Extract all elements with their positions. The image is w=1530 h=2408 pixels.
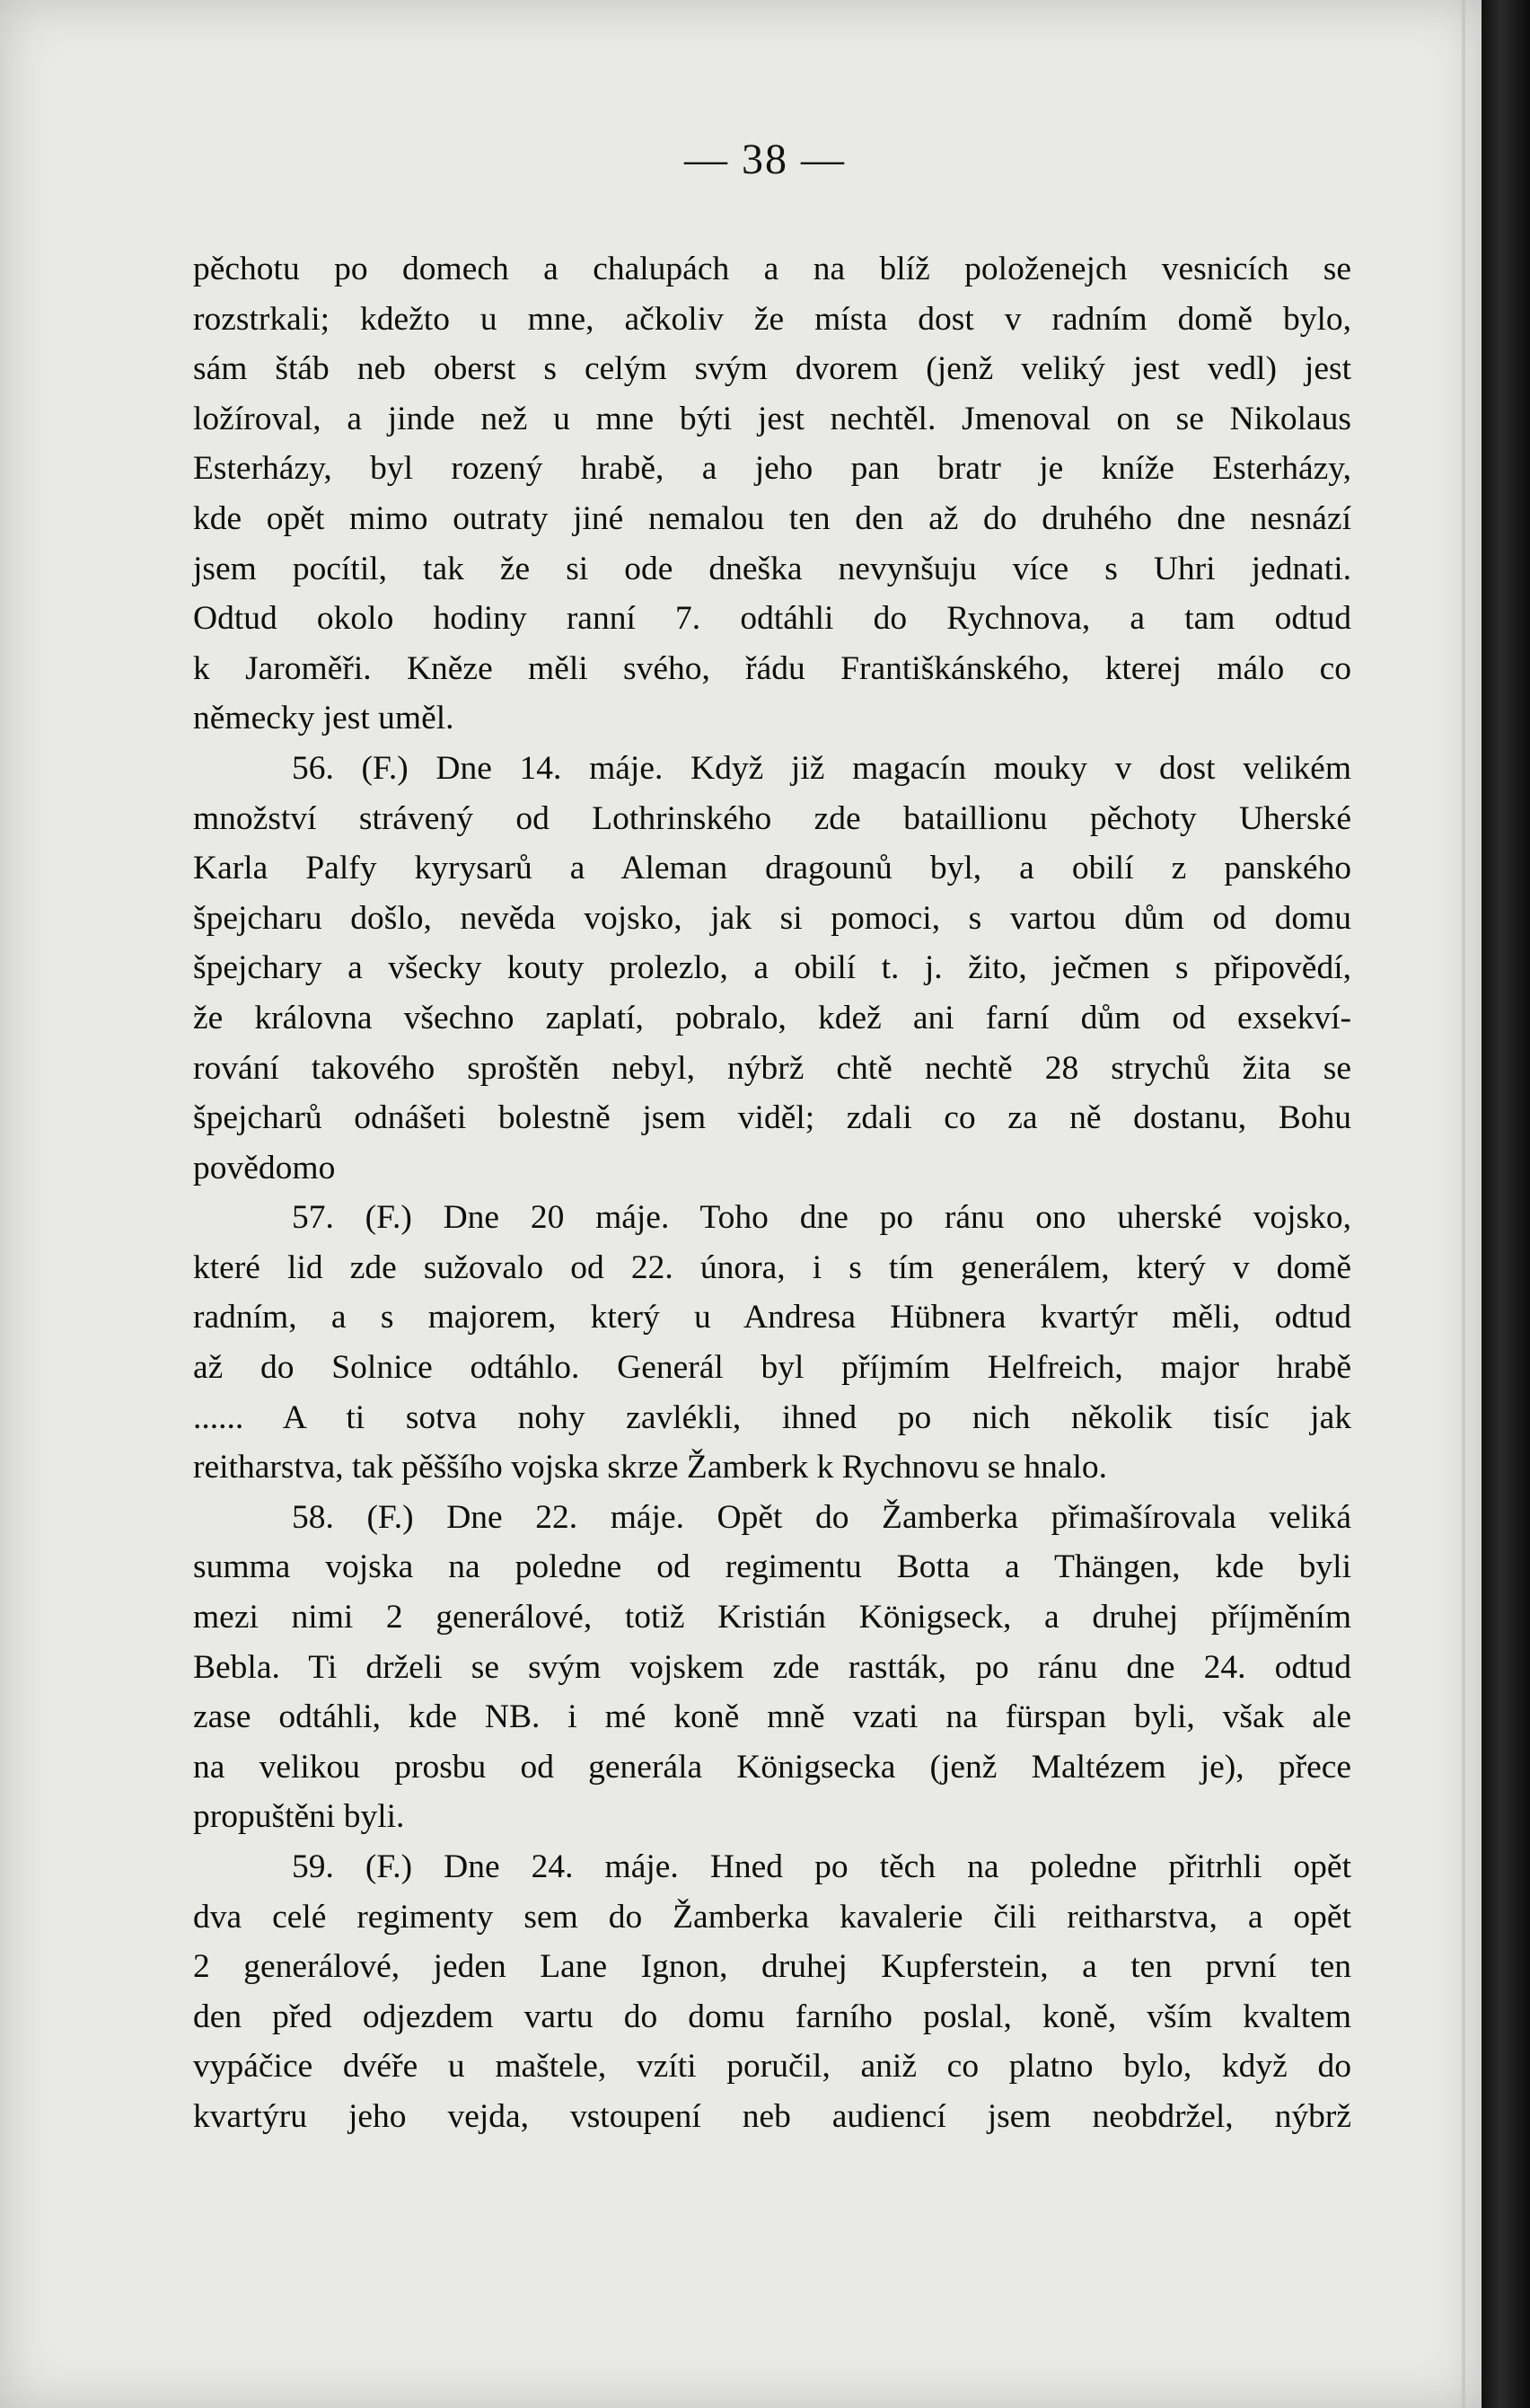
text-line: povědomo — [193, 1149, 336, 1186]
text-line: 2 generálové, jeden Lane Ignon, druhej Kupferstein, a ten první ten — [193, 1948, 1351, 1986]
text-line: rozstrkali; kdežto u mne, ačkoliv že místa dost v radním domě bylo, — [193, 300, 1351, 338]
text-line: špejchary a všecky kouty prolezlo, a obilí t. j. žito, ječmen s připovědí, — [193, 949, 1351, 987]
text-line: 58. (F.) Dne 22. máje. Opět do Žamberka přimašírovala veliká — [292, 1498, 1351, 1536]
text-line: kde opět mimo outraty jiné nemalou ten den až do druhého dne nesnází — [193, 499, 1351, 537]
text-line: které lid zde sužovalo od 22. února, i s tím generálem, který v domě — [193, 1248, 1351, 1286]
text-line: radním, a s majorem, který u Andresa Hübnera kvartýr měli, odtud — [193, 1299, 1351, 1336]
text-line: německy jest uměl. — [193, 700, 454, 737]
text-line: summa vojska na poledne od regimentu Botta a Thängen, kde byli — [193, 1548, 1351, 1586]
text-line: špejcharů odnášeti bolestně jsem viděl; zdali co za ně dostanu, Bohu — [193, 1099, 1351, 1137]
text-line: 59. (F.) Dne 24. máje. Hned po těch na poledne přitrhli opět — [292, 1848, 1351, 1885]
page-number: — 38 — — [684, 136, 846, 183]
text-line: dva celé regimenty sem do Žamberka kavalerie čili reitharstva, a opět — [193, 1898, 1351, 1936]
page-fold — [1462, 0, 1465, 2408]
text-line: zase odtáhli, kde NB. i mé koně mně vzati na fürspan byli, však ale — [193, 1698, 1351, 1736]
text-line: na velikou prosbu od generála Königsecka (jenž Maltézem je), přece — [193, 1748, 1351, 1786]
text-line: rování takového sproštěn nebyl, nýbrž chtě nechtě 28 strychů žita se — [193, 1049, 1351, 1087]
text-line: Odtud okolo hodiny ranní 7. odtáhli do Rychnova, a tam odtud — [193, 600, 1351, 638]
page-body — [193, 244, 1351, 2142]
text-line: množství strávený od Lothrinského zde bataillionu pěchoty Uherské — [193, 799, 1351, 837]
text-line: 57. (F.) Dne 20 máje. Toho dne po ránu ono uherské vojsko, — [292, 1199, 1351, 1237]
text-line: Bebla. Ti drželi se svým vojskem zde rastták, po ránu dne 24. odtud — [193, 1648, 1351, 1686]
text-line: jsem pocítil, tak že si ode dneška nevynšuju více s Uhri jednati. — [193, 550, 1351, 587]
paragraph-entry-59 — [193, 1842, 1351, 2142]
text-line: až do Solnice odtáhlo. Generál byl příjmím Helfreich, major hrabě — [193, 1349, 1351, 1387]
paragraph-entry-57 — [193, 1193, 1351, 1493]
text-line: pěchotu po domech a chalupách a na blíž položenejch vesnicích se — [193, 251, 1351, 287]
text-line: k Jaroměři. Kněze měli svého, řádu Františkánského, kterej málo co — [193, 649, 1351, 687]
text-line: ...... A ti sotva nohy zavlékli, ihned po nich několik tisíc jak — [193, 1398, 1351, 1436]
text-line: vypáčice dvéře u maštele, vzíti poručil, aniž co platno bylo, když do — [193, 2048, 1351, 2086]
text-line: kvartýru jeho vejda, vstoupení neb audiencí jsem neobdržel, nýbrž — [193, 2097, 1351, 2135]
text-line: Esterházy, byl rozený hrabě, a jeho pan bratr je kníže Esterházy, — [193, 450, 1351, 488]
paragraph-continuation — [193, 244, 1351, 744]
text-line: sám štáb neb oberst s celým svým dvorem (jenž veliký jest vedl) jest — [193, 350, 1351, 388]
text-line: špejcharu došlo, nevěda vojsko, jak si pomoci, s vartou dům od domu — [193, 899, 1351, 937]
text-line: mezi nimi 2 generálové, totiž Kristián Königseck, a druhej příjměním — [193, 1599, 1351, 1636]
text-line: ložíroval, a jinde než u mne býti jest nechtěl. Jmenoval on se Nikolaus — [193, 400, 1351, 437]
paragraph-entry-58 — [193, 1493, 1351, 1842]
text-line: Karla Palfy kyrysarů a Aleman dragounů byl, a obilí z panského — [193, 850, 1351, 887]
text-line: reitharstva, tak pěššího vojska skrze Žamberk k Rychnovu se hnalo. — [193, 1449, 1108, 1486]
text-line: že královna všechno zaplatí, pobralo, kdež ani farní dům od exsekví- — [193, 999, 1351, 1036]
text-line: propuštěni byli. — [193, 1798, 405, 1836]
text-line: 56. (F.) Dne 14. máje. Když již magacín mouky v dost velikém — [292, 749, 1351, 787]
page-edge-shadow — [1482, 0, 1530, 2408]
paragraph-entry-56 — [193, 744, 1351, 1193]
text-line: den před odjezdem vartu do domu farního poslal, koně, vším kvaltem — [193, 1998, 1351, 2035]
